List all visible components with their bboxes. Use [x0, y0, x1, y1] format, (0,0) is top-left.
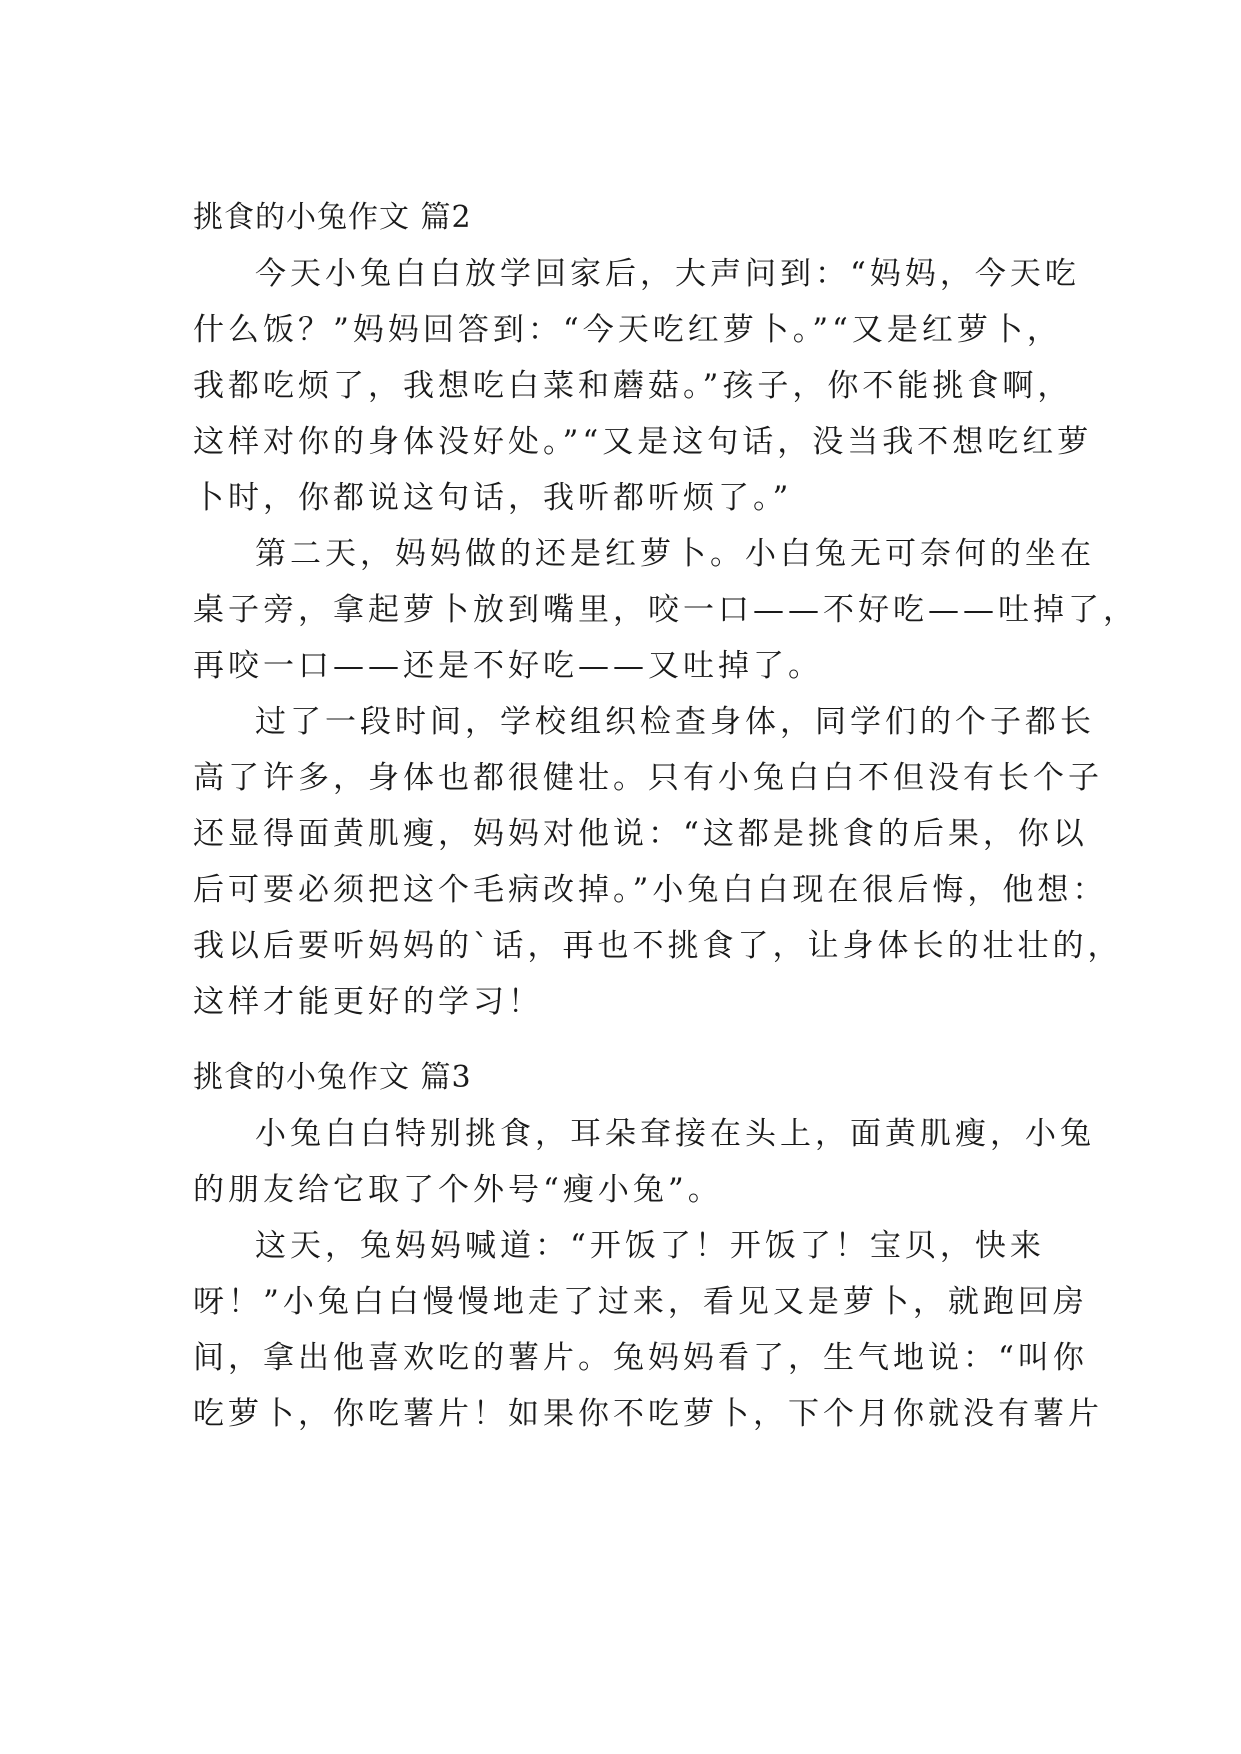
text-line: 第二天，妈妈做的还是红萝卜。小白兔无可奈何的坐在: [255, 536, 1095, 572]
text-line: 今天小兔白白放学回家后，大声问到：“妈妈，今天吃: [255, 256, 1080, 292]
text-line: 小兔白白特别挑食，耳朵耷接在头上，面黄肌瘦，小兔: [255, 1116, 1095, 1152]
text-line: 还显得面黄肌瘦，妈妈对他说：“这都是挑食的后果，你以: [193, 816, 1088, 852]
text-line: 这天，兔妈妈喊道：“开饭了！开饭了！宝贝，快来: [255, 1228, 1045, 1264]
essay-section-2: [193, 190, 1138, 1030]
text-line: 间，拿出他喜欢吃的薯片。兔妈妈看了，生气地说：“叫你: [193, 1340, 1088, 1376]
text-line: 再咬一口——还是不好吃——又吐掉了。: [193, 648, 823, 684]
text-line: 我都吃烦了，我想吃白菜和蘑菇。”孩子，你不能挑食啊，: [193, 368, 1073, 404]
text-line: 卜时，你都说这句话，我听都听烦了。”: [193, 480, 793, 516]
text-line: 的朋友给它取了个外号“瘦小兔”。: [193, 1172, 723, 1208]
essay-section-3: [193, 1050, 1103, 1442]
section-body: [193, 1106, 1103, 1442]
text-line: 这样对你的身体没好处。”“又是这句话，没当我不想吃红萝: [193, 424, 1093, 460]
text-line: 桌子旁，拿起萝卜放到嘴里，咬一口——不好吃——吐掉了，: [193, 592, 1138, 628]
text-line: 这样才能更好的学习！: [193, 984, 543, 1020]
text-line: 呀！”小兔白白慢慢地走了过来，看见又是萝卜，就跑回房: [193, 1284, 1088, 1320]
section-heading: 挑食的小兔作文 篇2: [193, 200, 472, 235]
text-line: 吃萝卜，你吃薯片！如果你不吃萝卜，下个月你就没有薯片: [193, 1396, 1103, 1432]
text-line: 后可要必须把这个毛病改掉。”小兔白白现在很后悔，他想：: [193, 872, 1108, 908]
text-line: 过了一段时间，学校组织检查身体，同学们的个子都长: [255, 704, 1095, 740]
section-heading: 挑食的小兔作文 篇3: [193, 1060, 472, 1095]
text-line: 什么饭？”妈妈回答到：“今天吃红萝卜。”“又是红萝卜，: [193, 312, 1062, 348]
section-body: [193, 246, 1138, 1030]
text-line: 我以后要听妈妈的`话，再也不挑食了，让身体长的壮壮的，: [193, 928, 1123, 964]
text-line: 高了许多，身体也都很健壮。只有小兔白白不但没有长个子: [193, 760, 1103, 796]
